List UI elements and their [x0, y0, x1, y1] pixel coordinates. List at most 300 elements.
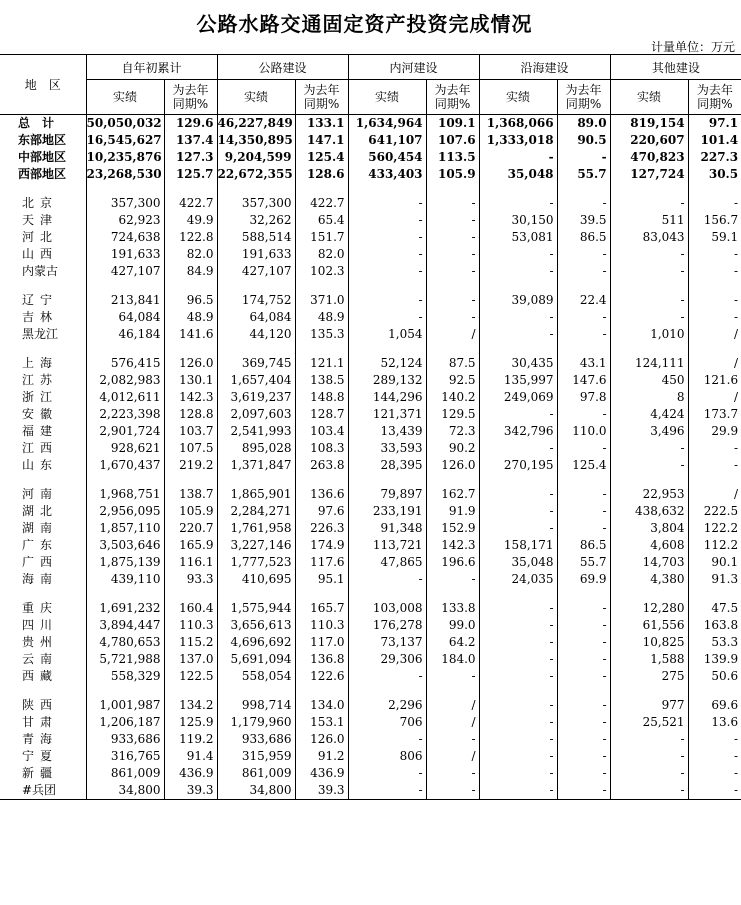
value-cell: -	[348, 731, 426, 748]
region-name: 山西	[0, 246, 86, 263]
spacer-cell	[688, 280, 741, 292]
pct-cell: 102.3	[295, 263, 348, 280]
pct-cell: 22.4	[557, 292, 610, 309]
value-cell: 73,137	[348, 634, 426, 651]
pct-cell: 105.9	[164, 503, 217, 520]
subheader-pct	[426, 80, 479, 115]
spacer-cell	[426, 343, 479, 355]
value-cell: 933,686	[217, 731, 295, 748]
pct-cell: 107.6	[426, 132, 479, 149]
pct-cell: -	[426, 309, 479, 326]
pct-cell: -	[734, 264, 739, 278]
value-cell: 5,721,988	[86, 651, 164, 668]
value-cell: -	[479, 697, 557, 714]
pct-cell: 90.5	[557, 132, 610, 149]
value-cell: 24,035	[479, 571, 557, 588]
pct-cell: 138.7	[164, 486, 217, 503]
spacer-cell	[164, 474, 217, 486]
pct-cell: 91.3	[711, 572, 739, 586]
value-cell: -	[348, 782, 426, 800]
spacer-cell	[217, 183, 295, 195]
spacer-cell	[557, 685, 610, 697]
value-cell: -	[348, 195, 426, 212]
pct-cell: 139.9	[703, 652, 739, 666]
spacer-cell	[610, 474, 688, 486]
value-cell: 1,875,139	[86, 554, 164, 571]
region-name: 新疆	[0, 765, 86, 782]
value-cell: 369,745	[217, 355, 295, 372]
spacer-cell	[479, 343, 557, 355]
value-cell: 13,439	[348, 423, 426, 440]
pct-cell: 125.7	[164, 166, 217, 183]
value-cell: 2,082,983	[86, 372, 164, 389]
value-cell: 1,761,958	[217, 520, 295, 537]
value-cell: -	[610, 309, 688, 326]
pct-cell: 105.9	[426, 166, 479, 183]
value-cell: 3,619,237	[217, 389, 295, 406]
spacer-row	[0, 588, 741, 600]
value-cell: 315,959	[217, 748, 295, 765]
pct-cell: 82.0	[164, 246, 217, 263]
table-row	[0, 440, 741, 457]
pct-cell: -	[734, 766, 739, 780]
value-cell: -	[610, 782, 688, 800]
spacer-cell	[479, 474, 557, 486]
pct-cell: -	[426, 765, 479, 782]
value-cell: -	[348, 309, 426, 326]
pct-cell: -	[426, 229, 479, 246]
value-cell: 1,010	[610, 326, 688, 343]
spacer-cell	[688, 685, 741, 697]
spacer-cell	[164, 343, 217, 355]
pct-cell: 136.6	[295, 486, 348, 503]
pct-cell: 29.9	[711, 424, 739, 438]
spacer-cell	[610, 588, 688, 600]
unit-label: 计量单位：万元	[650, 40, 735, 54]
spacer-row	[0, 183, 741, 195]
spacer-cell	[479, 280, 557, 292]
value-cell: -	[479, 748, 557, 765]
pct-cell: 113.5	[426, 149, 479, 166]
value-cell: 724,638	[86, 229, 164, 246]
pct-cell: 112.2	[703, 538, 739, 552]
pct-cell: -	[557, 326, 610, 343]
region-name: #兵团	[0, 782, 86, 800]
value-cell: 22,953	[610, 486, 688, 503]
value-cell: 1,001,987	[86, 697, 164, 714]
value-cell: 10,235,876	[86, 149, 164, 166]
value-cell: -	[348, 246, 426, 263]
pct-cell: 147.1	[295, 132, 348, 149]
pct-cell: -	[557, 765, 610, 782]
value-cell: -	[610, 440, 688, 457]
value-cell: 439,110	[86, 571, 164, 588]
value-cell: 928,621	[86, 440, 164, 457]
value-cell: 50,050,032	[86, 115, 164, 133]
pct-cell: 119.2	[164, 731, 217, 748]
subheader-pct-line1: 为去年	[565, 83, 602, 97]
pct-cell: -	[557, 520, 610, 537]
spacer-cell	[348, 685, 426, 697]
value-cell: 62,923	[86, 212, 164, 229]
value-cell: 3,496	[610, 423, 688, 440]
table-row	[0, 166, 741, 183]
value-cell: 576,415	[86, 355, 164, 372]
pct-cell: 165.9	[164, 537, 217, 554]
spacer-cell	[295, 343, 348, 355]
pct-cell: 134.0	[295, 697, 348, 714]
value-cell: -	[610, 263, 688, 280]
table-row	[0, 486, 741, 503]
value-cell: 46,184	[86, 326, 164, 343]
table-row	[0, 617, 741, 634]
pct-cell: 72.3	[426, 423, 479, 440]
pct-cell: 219.2	[164, 457, 217, 474]
pct-cell: 126.0	[164, 355, 217, 372]
subheader-pct-line1: 为去年	[303, 83, 340, 97]
pct-cell: 55.7	[557, 166, 610, 183]
region-name: 湖南	[0, 520, 86, 537]
region-name: 河北	[0, 229, 86, 246]
subheader-pct	[164, 80, 217, 115]
value-cell: 588,514	[217, 229, 295, 246]
table-row	[0, 195, 741, 212]
pct-cell: 110.3	[295, 617, 348, 634]
value-cell: 44,120	[217, 326, 295, 343]
region-name: 青海	[0, 731, 86, 748]
value-cell: 289,132	[348, 372, 426, 389]
pct-cell: 30.5	[708, 167, 739, 181]
pct-cell: -	[557, 309, 610, 326]
spacer-row	[0, 474, 741, 486]
pct-cell: 133.1	[295, 115, 348, 133]
pct-cell: -	[557, 617, 610, 634]
table-row	[0, 697, 741, 714]
pct-cell: /	[426, 326, 479, 343]
pct-cell: 128.7	[295, 406, 348, 423]
pct-cell: 371.0	[295, 292, 348, 309]
table-row	[0, 263, 741, 280]
value-cell: 2,223,398	[86, 406, 164, 423]
value-cell: -	[610, 292, 688, 309]
pct-cell: 96.5	[164, 292, 217, 309]
spacer-cell	[479, 183, 557, 195]
spacer-cell	[557, 343, 610, 355]
value-cell: 52,124	[348, 355, 426, 372]
pct-cell: 109.1	[426, 115, 479, 133]
value-cell: 357,300	[86, 195, 164, 212]
value-cell: 275	[610, 668, 688, 685]
region-name: 中部地区	[0, 149, 86, 166]
group-header-cumulative: 自年初累计	[86, 55, 217, 80]
value-cell: -	[479, 668, 557, 685]
value-cell: -	[348, 229, 426, 246]
pct-cell: -	[734, 458, 739, 472]
region-name: 贵州	[0, 634, 86, 651]
value-cell: 124,111	[610, 355, 688, 372]
subheader-pct	[295, 80, 348, 115]
pct-cell: 84.9	[164, 263, 217, 280]
table-header	[0, 55, 741, 115]
pct-cell: -	[426, 292, 479, 309]
pct-cell: 110.3	[164, 617, 217, 634]
spacer-cell	[610, 280, 688, 292]
value-cell: 1,368,066	[479, 115, 557, 133]
pct-cell: /	[734, 390, 739, 404]
value-cell: 61,556	[610, 617, 688, 634]
table-row	[0, 503, 741, 520]
value-cell: 3,656,613	[217, 617, 295, 634]
value-cell: 83,043	[610, 229, 688, 246]
pct-cell: -	[557, 651, 610, 668]
pct-cell: 122.6	[295, 668, 348, 685]
group-header-highway: 公路建设	[217, 55, 348, 80]
pct-cell: -	[557, 782, 610, 800]
pct-cell: -	[426, 668, 479, 685]
value-cell: -	[479, 263, 557, 280]
pct-cell: 220.7	[164, 520, 217, 537]
pct-cell: 436.9	[295, 765, 348, 782]
value-cell: 1,206,187	[86, 714, 164, 731]
region-header: 地 区	[0, 55, 86, 115]
value-cell: 998,714	[217, 697, 295, 714]
spacer-cell	[164, 588, 217, 600]
value-cell: -	[479, 195, 557, 212]
spacer-cell	[86, 183, 164, 195]
spacer-cell	[295, 685, 348, 697]
pct-cell: 129.5	[426, 406, 479, 423]
pct-cell: 48.9	[295, 309, 348, 326]
pct-cell: 93.3	[164, 571, 217, 588]
pct-cell: 134.2	[164, 697, 217, 714]
subheader-pct-line1: 为去年	[696, 83, 733, 97]
pct-cell: 117.0	[295, 634, 348, 651]
pct-cell: 116.1	[164, 554, 217, 571]
table-row	[0, 246, 741, 263]
value-cell: 30,435	[479, 355, 557, 372]
value-cell: 4,780,653	[86, 634, 164, 651]
spacer-cell	[86, 474, 164, 486]
value-cell: 316,765	[86, 748, 164, 765]
pct-cell: 173.7	[703, 407, 739, 421]
pct-cell: 122.8	[164, 229, 217, 246]
pct-cell: -	[734, 310, 739, 324]
spacer-cell	[0, 474, 86, 486]
pct-cell: -	[426, 731, 479, 748]
subheader-pct-line2: 同期%	[697, 97, 733, 111]
value-cell: 121,371	[348, 406, 426, 423]
pct-cell: -	[557, 748, 610, 765]
value-cell: 1,371,847	[217, 457, 295, 474]
spacer-cell	[348, 474, 426, 486]
value-cell: -	[479, 326, 557, 343]
pct-cell: 129.6	[164, 115, 217, 133]
value-cell: -	[610, 457, 688, 474]
value-cell: -	[610, 195, 688, 212]
value-cell: 10,825	[610, 634, 688, 651]
spacer-cell	[426, 474, 479, 486]
spacer-cell	[348, 280, 426, 292]
pct-cell: -	[734, 749, 739, 763]
pct-cell: 101.4	[700, 133, 739, 147]
table-row	[0, 765, 741, 782]
pct-cell: /	[734, 356, 739, 370]
pct-cell: 39.3	[164, 782, 217, 800]
subheader-pct	[557, 80, 610, 115]
value-cell: 233,191	[348, 503, 426, 520]
region-name: 甘肃	[0, 714, 86, 731]
spacer-cell	[164, 280, 217, 292]
pct-cell: 89.0	[557, 115, 610, 133]
spacer-cell	[217, 588, 295, 600]
value-cell: 1,657,404	[217, 372, 295, 389]
value-cell: 1,857,110	[86, 520, 164, 537]
pct-cell: 184.0	[426, 651, 479, 668]
pct-cell: 49.9	[164, 212, 217, 229]
pct-cell: 162.7	[426, 486, 479, 503]
table-row	[0, 571, 741, 588]
value-cell: 91,348	[348, 520, 426, 537]
value-cell: -	[479, 520, 557, 537]
table-row	[0, 423, 741, 440]
value-cell: 641,107	[348, 132, 426, 149]
value-cell: 30,150	[479, 212, 557, 229]
value-cell: 1,691,232	[86, 600, 164, 617]
spacer-cell	[295, 588, 348, 600]
pct-cell: 121.6	[703, 373, 739, 387]
value-cell: 819,154	[610, 115, 688, 133]
table-row	[0, 355, 741, 372]
spacer-cell	[610, 183, 688, 195]
value-cell: 1,968,751	[86, 486, 164, 503]
pct-cell: 138.5	[295, 372, 348, 389]
pct-cell: 137.0	[164, 651, 217, 668]
region-name: 福建	[0, 423, 86, 440]
subheader-value: 实绩	[348, 80, 426, 115]
table-row	[0, 115, 741, 133]
spacer-cell	[348, 343, 426, 355]
value-cell: 1,333,018	[479, 132, 557, 149]
pct-cell: 108.3	[295, 440, 348, 457]
region-name: 江苏	[0, 372, 86, 389]
group-header-inland: 内河建设	[348, 55, 479, 80]
pct-cell: 59.1	[711, 230, 739, 244]
spacer-cell	[217, 474, 295, 486]
pct-cell: 122.5	[164, 668, 217, 685]
table-row	[0, 309, 741, 326]
value-cell: 410,695	[217, 571, 295, 588]
region-name: 重庆	[0, 600, 86, 617]
value-cell: 5,691,094	[217, 651, 295, 668]
value-cell: 1,588	[610, 651, 688, 668]
subheader-pct-line1: 为去年	[172, 83, 209, 97]
region-name: 宁夏	[0, 748, 86, 765]
value-cell: 558,329	[86, 668, 164, 685]
value-cell: -	[348, 212, 426, 229]
value-cell: 8	[610, 389, 688, 406]
value-cell: 511	[610, 212, 688, 229]
value-cell: 2,097,603	[217, 406, 295, 423]
table-row	[0, 389, 741, 406]
pct-cell: 115.2	[164, 634, 217, 651]
table-row	[0, 149, 741, 166]
value-cell: 4,424	[610, 406, 688, 423]
pct-cell: 107.5	[164, 440, 217, 457]
spacer-cell	[217, 280, 295, 292]
spacer-cell	[0, 280, 86, 292]
table-row	[0, 372, 741, 389]
pct-cell: 422.7	[295, 195, 348, 212]
pct-cell: 147.6	[557, 372, 610, 389]
value-cell: -	[479, 714, 557, 731]
value-cell: 9,204,599	[217, 149, 295, 166]
table-row	[0, 668, 741, 685]
pct-cell: 125.4	[295, 149, 348, 166]
value-cell: 28,395	[348, 457, 426, 474]
region-name: 广西	[0, 554, 86, 571]
value-cell: -	[610, 748, 688, 765]
pct-cell: 422.7	[164, 195, 217, 212]
subheader-pct-line2: 同期%	[434, 97, 471, 111]
pct-cell: 137.4	[164, 132, 217, 149]
value-cell: -	[348, 292, 426, 309]
pct-cell: -	[734, 247, 739, 261]
pct-cell: 97.6	[295, 503, 348, 520]
spacer-cell	[0, 183, 86, 195]
table-row	[0, 292, 741, 309]
spacer-row	[0, 685, 741, 697]
subheader-pct	[688, 80, 741, 115]
value-cell: 933,686	[86, 731, 164, 748]
pct-cell: -	[426, 246, 479, 263]
pct-cell: 91.2	[295, 748, 348, 765]
region-name: 云南	[0, 651, 86, 668]
value-cell: 806	[348, 748, 426, 765]
spacer-cell	[164, 183, 217, 195]
region-name: 四川	[0, 617, 86, 634]
pct-cell: 263.8	[295, 457, 348, 474]
value-cell: 2,284,271	[217, 503, 295, 520]
subheader-value: 实绩	[86, 80, 164, 115]
value-cell: 861,009	[217, 765, 295, 782]
pct-cell: 153.1	[295, 714, 348, 731]
value-cell: -	[348, 765, 426, 782]
pct-cell: 69.9	[557, 571, 610, 588]
pct-cell: 117.6	[295, 554, 348, 571]
region-name: 山东	[0, 457, 86, 474]
pct-cell: 196.6	[426, 554, 479, 571]
pct-cell: 86.5	[557, 537, 610, 554]
table-row	[0, 406, 741, 423]
pct-cell: 86.5	[557, 229, 610, 246]
value-cell: 46,227,849	[217, 115, 295, 133]
region-name: 吉林	[0, 309, 86, 326]
pct-cell: -	[557, 406, 610, 423]
spacer-cell	[610, 685, 688, 697]
spacer-cell	[0, 685, 86, 697]
pct-cell: 99.0	[426, 617, 479, 634]
pct-cell: /	[426, 697, 479, 714]
pct-cell: 92.5	[426, 372, 479, 389]
pct-cell: -	[557, 668, 610, 685]
region-name: 河南	[0, 486, 86, 503]
value-cell: 895,028	[217, 440, 295, 457]
group-header-other: 其他建设	[610, 55, 741, 80]
table-row	[0, 634, 741, 651]
region-name: 内蒙古	[0, 263, 86, 280]
value-cell: 433,403	[348, 166, 426, 183]
value-cell: 23,268,530	[86, 166, 164, 183]
